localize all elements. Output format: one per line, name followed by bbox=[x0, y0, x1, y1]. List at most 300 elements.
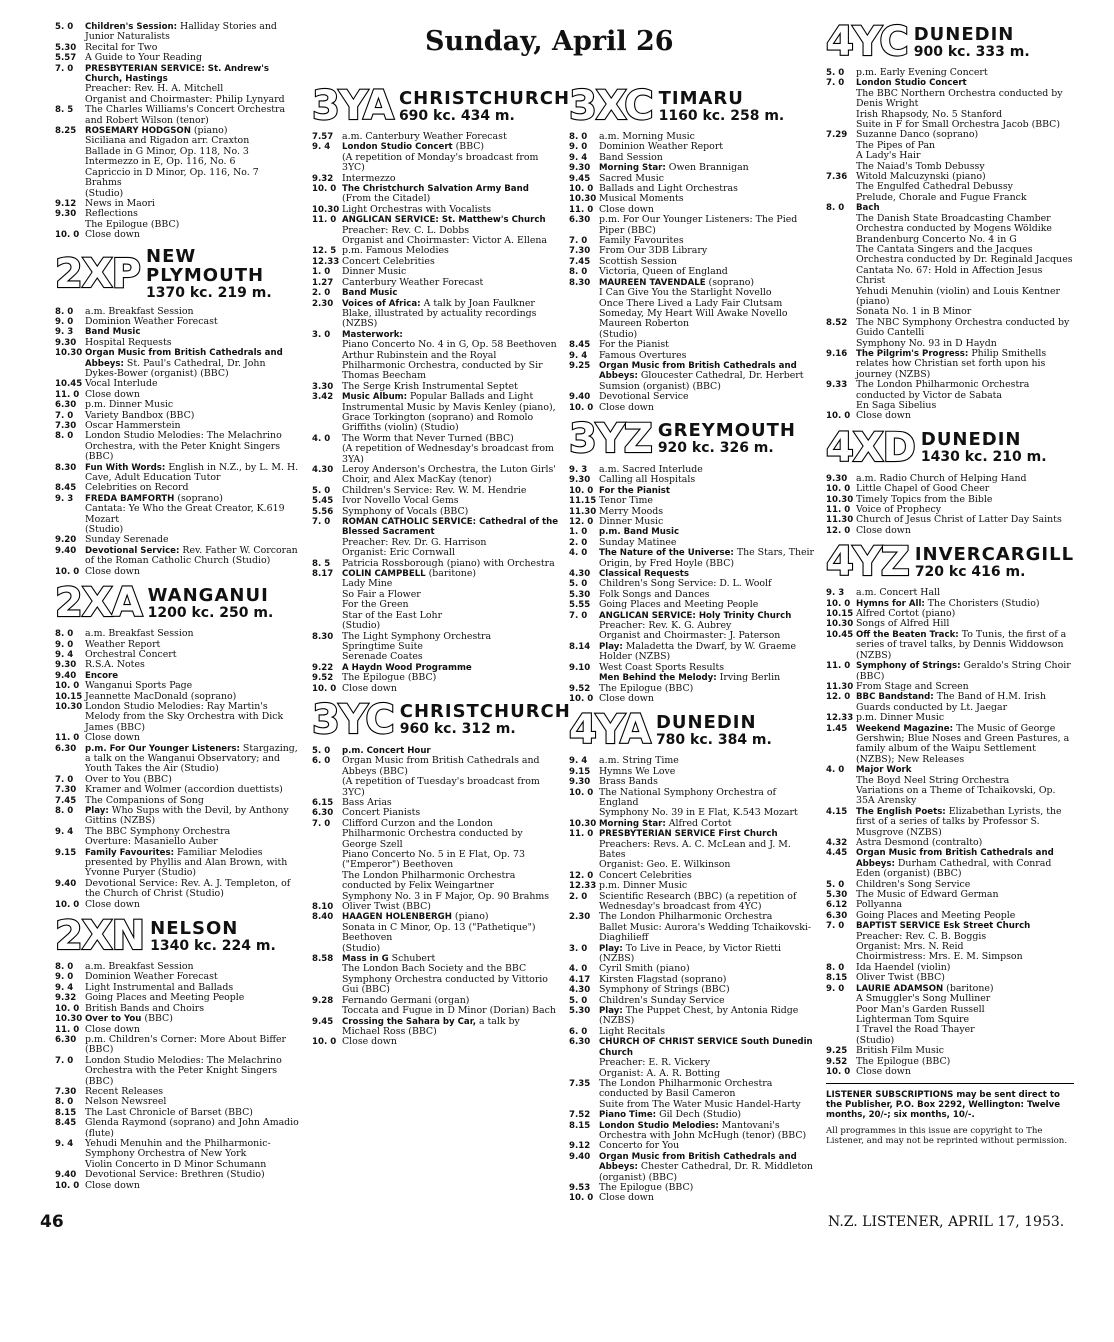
program-time bbox=[55, 168, 85, 178]
program-text bbox=[85, 546, 300, 567]
program-detail: Dinner Music bbox=[599, 516, 664, 527]
program-time bbox=[569, 309, 599, 319]
program-detail: Sunday Serenade bbox=[85, 534, 169, 546]
program-time: 9.28 bbox=[312, 995, 334, 1006]
program-entry bbox=[569, 694, 815, 704]
program-time: 10. 0 bbox=[826, 411, 851, 422]
station-city: CHRISTCHURCH bbox=[398, 87, 571, 109]
program-time: 9.12 bbox=[569, 1141, 591, 1152]
program-entry bbox=[312, 392, 559, 434]
program-detail: Tenor Time bbox=[599, 495, 653, 507]
program-title: HAAGEN HOLENBERGH bbox=[342, 912, 452, 923]
program-text bbox=[599, 215, 815, 236]
program-detail: a.m. Sacred Interlude bbox=[599, 463, 703, 475]
program-text bbox=[599, 475, 815, 485]
program-time: 5. 0 bbox=[826, 879, 845, 890]
program-detail: Ballade in G Minor, Op. 118, No. 3 bbox=[85, 145, 249, 157]
program-detail: Close down bbox=[85, 1023, 140, 1035]
program-time: 10. 0 bbox=[55, 899, 80, 910]
program-time: 12.33 bbox=[569, 881, 597, 892]
program-time: 9.22 bbox=[312, 662, 334, 673]
program-time: 8.15 bbox=[569, 1120, 591, 1131]
program-time: 5.57 bbox=[55, 53, 77, 64]
program-time bbox=[826, 141, 856, 151]
program-time: 10. 0 bbox=[569, 485, 594, 496]
station-header-4xd bbox=[826, 424, 1074, 471]
program-detail: Scottish Session bbox=[599, 255, 677, 267]
program-time bbox=[55, 136, 85, 146]
program-time: 11. 0 bbox=[569, 204, 594, 215]
list-3xc bbox=[569, 132, 815, 413]
program-time: 7. 0 bbox=[55, 774, 74, 785]
divider bbox=[826, 1083, 1074, 1084]
program-detail: Organist: Mrs. N. Reid bbox=[856, 941, 964, 953]
program-detail: (Studio) bbox=[856, 1034, 895, 1046]
program-text bbox=[85, 53, 300, 63]
program-text bbox=[599, 403, 815, 413]
program-time bbox=[826, 1005, 856, 1015]
program-detail: The Epilogue (BBC) bbox=[856, 1055, 951, 1067]
station-call: 4YZ bbox=[826, 539, 909, 586]
program-detail: Hymns We Love bbox=[599, 765, 676, 777]
program-time bbox=[826, 1015, 856, 1025]
program-time: 10. 0 bbox=[312, 184, 337, 195]
program-detail: (From the Citadel) bbox=[342, 193, 431, 205]
program-detail: Glenda Raymond (soprano) and John Amadio (flute) bbox=[85, 1117, 299, 1139]
station-call: 2XA bbox=[55, 580, 142, 627]
program-time: 2.30 bbox=[312, 298, 334, 309]
program-text bbox=[856, 68, 1074, 78]
program-detail: (BBC) bbox=[452, 141, 485, 153]
program-detail: (BBC) bbox=[141, 1013, 173, 1025]
program-entry bbox=[569, 1027, 815, 1037]
program-detail: Symphony of Vocals (BBC) bbox=[342, 505, 469, 517]
program-detail: Close down bbox=[856, 524, 911, 536]
station-freq: 900 kc. 333 m. bbox=[913, 43, 1030, 60]
program-title: Weekend Magazine: bbox=[856, 723, 954, 734]
program-text bbox=[85, 1004, 300, 1014]
program-detail: Light Recitals bbox=[599, 1025, 666, 1037]
program-entry bbox=[312, 902, 559, 912]
program-detail: Recent Releases bbox=[85, 1085, 164, 1097]
program-entry bbox=[55, 848, 300, 879]
program-time: 6.12 bbox=[826, 900, 848, 911]
program-text bbox=[85, 1035, 300, 1056]
program-time bbox=[569, 840, 599, 861]
program-detail: To Tunis, the first of a series of travel talks, by Dennis Widdowson (NZBS) bbox=[856, 628, 1067, 661]
program-detail: Jeannette MacDonald (soprano) bbox=[85, 690, 237, 702]
program-detail: The Pipes of Pan bbox=[856, 139, 936, 151]
program-entry bbox=[569, 1152, 815, 1183]
program-time: 9. 4 bbox=[312, 142, 331, 153]
program-detail: Sacred Music bbox=[599, 172, 664, 184]
program-time: 10. 0 bbox=[55, 681, 80, 692]
program-entry bbox=[55, 702, 300, 733]
program-detail: Intermezzo in E, Op. 116, No. 6 bbox=[85, 156, 236, 168]
program-text bbox=[599, 361, 815, 392]
program-detail: The Light Symphony Orchestra bbox=[342, 630, 492, 642]
program-text bbox=[599, 1006, 815, 1027]
program-detail: Preacher: Rev. K. G. Aubrey bbox=[599, 620, 732, 632]
station-call: 4YC bbox=[826, 19, 908, 65]
program-title: Bach bbox=[856, 203, 880, 214]
program-time: 7. 0 bbox=[55, 410, 74, 421]
station-city: NELSON bbox=[150, 917, 239, 939]
program-text bbox=[599, 1152, 815, 1183]
program-title: Band Music bbox=[85, 327, 141, 338]
program-detail: Organist and Choirmaster: J. Paterson bbox=[599, 630, 781, 642]
program-entry bbox=[312, 351, 559, 382]
program-time: 7. 0 bbox=[312, 818, 331, 829]
program-detail: British Bands and Choirs bbox=[85, 1002, 205, 1014]
program-entry bbox=[826, 724, 1074, 766]
program-time: 5. 0 bbox=[569, 995, 588, 1006]
program-text bbox=[85, 1139, 300, 1160]
program-time: 9.12 bbox=[55, 198, 77, 209]
program-time: 12. 0 bbox=[826, 692, 851, 703]
program-detail: Someday, My Heart Will Awake Novello bbox=[599, 307, 788, 319]
station-city: DUNEDIN bbox=[920, 429, 1022, 451]
program-time bbox=[569, 673, 599, 683]
station-call: 2XP bbox=[55, 250, 140, 297]
program-time: 7.57 bbox=[312, 132, 334, 142]
program-time: 9.30 bbox=[55, 337, 77, 348]
program-detail: Light Instrumental and Ballads bbox=[85, 981, 234, 993]
program-detail: Nelson Newsreel bbox=[85, 1096, 167, 1108]
program-entry bbox=[826, 411, 1074, 421]
program-detail: Close down bbox=[856, 410, 911, 422]
program-detail: Witold Malcuzynski (piano) bbox=[856, 171, 986, 183]
program-text bbox=[85, 1056, 300, 1087]
program-time: 8. 0 bbox=[826, 962, 845, 973]
program-entry bbox=[55, 1004, 300, 1014]
program-detail: Ida Haendel (violin) bbox=[856, 961, 951, 973]
program-text bbox=[599, 517, 815, 527]
program-time: 7. 0 bbox=[569, 236, 588, 247]
program-detail: The NBC Symphony Orchestra conducted by Guido Cantelli bbox=[856, 316, 1070, 339]
program-detail: Once There Lived a Lady Fair Clutsam bbox=[599, 297, 783, 309]
program-entry bbox=[826, 380, 1074, 401]
program-entry bbox=[312, 964, 559, 995]
program-time: 5. 0 bbox=[826, 68, 845, 78]
station-city: WANGANUI bbox=[147, 584, 269, 606]
program-text bbox=[342, 153, 559, 174]
program-time: 12.33 bbox=[312, 256, 340, 267]
program-text bbox=[85, 900, 300, 910]
program-time: 9.25 bbox=[826, 1046, 848, 1057]
program-text bbox=[85, 879, 300, 900]
program-detail: Capriccio in D Minor, Op. 116, No. 7 bbox=[85, 166, 259, 178]
program-text bbox=[342, 944, 559, 954]
program-detail: Cyril Smith (piano) bbox=[599, 963, 690, 975]
program-detail: Maureen Roberton bbox=[599, 318, 690, 330]
program-text bbox=[85, 230, 300, 240]
program-title: Over to You bbox=[85, 1014, 142, 1025]
program-time bbox=[569, 923, 599, 944]
program-time bbox=[312, 579, 342, 589]
program-text bbox=[599, 694, 815, 704]
program-text bbox=[599, 600, 815, 610]
program-entry bbox=[55, 1139, 300, 1160]
program-detail: Oscar Hammerstein bbox=[85, 420, 181, 431]
program-entry bbox=[55, 317, 300, 327]
program-time: 6.30 bbox=[55, 1034, 77, 1045]
program-detail: Sonata No. 1 in B Minor bbox=[856, 306, 972, 318]
program-text bbox=[342, 351, 559, 382]
program-detail: Voice of Prophecy bbox=[856, 504, 941, 516]
program-time: 10.15 bbox=[55, 691, 83, 702]
program-time bbox=[55, 504, 85, 525]
list-4ya bbox=[569, 756, 815, 1203]
program-time: 7.29 bbox=[826, 130, 848, 141]
program-detail: A Lady's Hair bbox=[856, 150, 921, 162]
column-1 bbox=[55, 22, 300, 1191]
program-detail: p.m. Famous Melodies bbox=[342, 245, 449, 257]
program-entry bbox=[55, 1181, 300, 1191]
program-detail: Going Places and Meeting People bbox=[85, 992, 245, 1004]
program-detail: (Studio) bbox=[85, 524, 124, 536]
program-entry bbox=[569, 517, 815, 527]
program-detail: A Smuggler's Song Mulliner bbox=[856, 993, 991, 1005]
program-detail: Springtime Suite bbox=[342, 640, 423, 652]
program-detail: The Band of H.M. Irish Guards conducted by Lt. Jaegar bbox=[856, 691, 1046, 713]
program-title: CHURCH OF CHRIST SERVICE South Dunedin Church bbox=[599, 1037, 813, 1058]
program-detail: The BBC Northern Orchestra conducted by Denis Wright bbox=[856, 87, 1063, 110]
program-detail: Symphony No. 93 in D Haydn bbox=[856, 337, 997, 349]
program-detail: Canterbury Weather Forecast bbox=[342, 276, 484, 288]
program-detail: Lady Mine bbox=[342, 578, 393, 590]
list-2xp bbox=[55, 307, 300, 578]
program-entry bbox=[826, 193, 1074, 203]
program-time: 9.33 bbox=[826, 380, 848, 391]
program-entry bbox=[55, 463, 300, 484]
program-entry bbox=[312, 777, 559, 798]
program-detail: Halliday Stories and Junior Naturalists bbox=[85, 21, 277, 43]
station-header-3yc bbox=[312, 696, 571, 743]
program-detail: Close down bbox=[599, 203, 654, 215]
program-detail: Orchestral Concert bbox=[85, 648, 177, 660]
program-entry bbox=[569, 944, 815, 965]
program-time: 12. 0 bbox=[569, 517, 594, 527]
station-city: DUNEDIN bbox=[913, 23, 1015, 45]
program-time: 10.30 bbox=[826, 619, 854, 630]
program-time bbox=[826, 401, 856, 411]
program-detail: R.S.A. Notes bbox=[85, 659, 145, 671]
program-entry bbox=[312, 132, 559, 142]
program-entry bbox=[826, 318, 1074, 339]
program-time bbox=[312, 611, 342, 621]
program-detail: Merry Moods bbox=[599, 505, 664, 517]
program-text bbox=[342, 278, 559, 288]
program-text bbox=[85, 1181, 300, 1191]
program-detail: West Coast Sports Results bbox=[599, 661, 725, 673]
program-title: Hymns for All: bbox=[856, 598, 925, 609]
program-detail: Alfred Cortot bbox=[665, 817, 732, 829]
program-detail: p.m. Early Evening Concert bbox=[856, 67, 988, 78]
program-detail: The Serge Krish Instrumental Septet bbox=[342, 380, 518, 392]
program-detail: Close down bbox=[856, 1065, 911, 1077]
program-detail: Brandenburg Concerto No. 4 in G bbox=[856, 233, 1017, 245]
program-time bbox=[826, 994, 856, 1004]
program-time bbox=[55, 525, 85, 535]
program-entry bbox=[312, 871, 559, 892]
program-time: 9. 4 bbox=[55, 982, 74, 993]
program-detail: The Epilogue (BBC) bbox=[342, 672, 437, 684]
station-call: 3XC bbox=[569, 83, 653, 129]
program-time bbox=[569, 1069, 599, 1079]
program-time: 10. 0 bbox=[569, 402, 594, 413]
program-time bbox=[569, 288, 599, 298]
program-time: 7.30 bbox=[55, 785, 77, 796]
program-detail: Family Favourites bbox=[599, 235, 684, 247]
program-entry bbox=[569, 1037, 815, 1058]
program-detail: Alfred Cortot (piano) bbox=[856, 608, 956, 620]
program-detail: The National Symphony Orchestra of England bbox=[599, 786, 776, 808]
program-text bbox=[599, 788, 815, 809]
station-call: 2XN bbox=[55, 913, 145, 960]
program-title: Play: bbox=[85, 806, 109, 816]
program-time bbox=[312, 642, 342, 652]
program-entry bbox=[826, 266, 1074, 287]
program-time: 8. 0 bbox=[569, 267, 588, 278]
program-time: 8.40 bbox=[312, 912, 334, 923]
program-detail: Symphony No. 39 in E Flat, K.543 Mozart bbox=[599, 807, 798, 819]
program-detail: (A repetition of Wednesday's broadcast from 3YA) bbox=[342, 443, 554, 465]
program-title: A Haydn Wood Programme bbox=[342, 662, 472, 673]
program-detail: (piano) bbox=[190, 125, 228, 137]
program-time: 8.15 bbox=[826, 973, 848, 984]
program-time bbox=[826, 120, 856, 130]
program-time: 5.45 bbox=[312, 496, 334, 507]
program-time: 2. 0 bbox=[569, 537, 588, 548]
program-time bbox=[55, 1160, 85, 1170]
program-time: 10.30 bbox=[55, 701, 83, 712]
program-title: FREDA BAMFORTH bbox=[85, 493, 175, 504]
program-time: 10. 0 bbox=[826, 598, 851, 609]
program-time: 1. 0 bbox=[569, 527, 588, 538]
program-time bbox=[826, 193, 856, 203]
program-detail: Poor Man's Garden Russell bbox=[856, 1003, 985, 1015]
program-detail: The Choristers (Studio) bbox=[924, 597, 1040, 609]
program-title: Piano Time: bbox=[599, 1110, 657, 1121]
program-time bbox=[569, 1100, 599, 1110]
program-entry bbox=[55, 546, 300, 567]
program-time: 4.30 bbox=[569, 569, 591, 580]
program-detail: A talk by Joan Faulkner Blake, illustrated by actuality recordings (NZBS) bbox=[342, 297, 537, 330]
station-header-4yc bbox=[826, 19, 1074, 65]
program-time: 10. 0 bbox=[569, 1193, 594, 1204]
program-time: 3. 0 bbox=[312, 329, 331, 340]
program-time: 10.30 bbox=[569, 818, 597, 829]
station-city: TIMARU bbox=[658, 87, 744, 109]
program-detail: Prelude, Chorale and Fugue Franck bbox=[856, 191, 1027, 203]
program-time bbox=[826, 1025, 856, 1035]
program-time: 9. 0 bbox=[55, 639, 74, 650]
program-detail: Children's Sunday Service bbox=[599, 994, 725, 1006]
program-detail: Owen Brannigan bbox=[665, 162, 749, 174]
program-detail: Close down bbox=[85, 898, 140, 910]
program-time: 9. 4 bbox=[55, 826, 74, 837]
program-entry bbox=[826, 287, 1074, 308]
program-time bbox=[826, 952, 856, 962]
program-time: 7.35 bbox=[569, 1078, 591, 1089]
station-header-2xp bbox=[55, 247, 300, 301]
program-entry bbox=[312, 205, 559, 215]
program-time: 6.30 bbox=[569, 1037, 591, 1048]
program-time: 9.15 bbox=[569, 766, 591, 777]
program-entry bbox=[569, 892, 815, 913]
station-freq: 1200 kc. 250 m. bbox=[147, 604, 274, 621]
program-detail: News in Maori bbox=[85, 197, 155, 209]
program-time bbox=[55, 157, 85, 167]
station-freq: 1370 kc. 219 m. bbox=[146, 284, 272, 301]
program-time: 8.45 bbox=[55, 483, 77, 494]
program-text bbox=[342, 517, 559, 538]
program-time: 10.30 bbox=[312, 204, 340, 215]
program-time: 7. 0 bbox=[55, 1055, 74, 1066]
program-detail: Familiar Melodies presented by Phyllis and Alan Brown, with Yvonne Puryer (Studio) bbox=[85, 846, 288, 879]
program-detail: London Studio Melodies: Ray Martin's Melody from the Sky Orchestra with Dick James (BBC) bbox=[85, 700, 284, 733]
program-entry bbox=[826, 807, 1074, 838]
program-text bbox=[856, 630, 1074, 661]
program-title: Devotional Service: bbox=[85, 545, 180, 556]
program-text bbox=[599, 1141, 815, 1151]
program-time: 6.30 bbox=[569, 215, 591, 226]
program-detail: For the Green bbox=[342, 599, 409, 611]
program-time: 6. 0 bbox=[312, 756, 331, 767]
program-time: 10.30 bbox=[569, 194, 597, 205]
program-detail: Light Orchestras with Vocalists bbox=[342, 203, 492, 215]
program-time: 7.45 bbox=[569, 256, 591, 267]
program-entry bbox=[55, 660, 300, 670]
program-time bbox=[826, 89, 856, 110]
program-text bbox=[856, 1067, 1074, 1077]
program-time: 3. 0 bbox=[569, 943, 588, 954]
program-detail: a.m. Morning Music bbox=[599, 131, 695, 142]
program-detail: Hospital Requests bbox=[85, 336, 172, 348]
program-detail: I Travel the Road Thayer bbox=[856, 1024, 975, 1036]
program-time: 12. 0 bbox=[569, 870, 594, 881]
program-text bbox=[599, 1027, 815, 1037]
program-time: 4. 0 bbox=[569, 964, 588, 975]
program-title: ANGLICAN SERVICE: Holy Trinity Church bbox=[599, 610, 792, 621]
program-title: London Studio Concert bbox=[342, 142, 453, 153]
program-text bbox=[85, 1118, 300, 1139]
program-entry bbox=[826, 692, 1074, 713]
program-detail: (A repetition of Monday's broadcast from 3YC) bbox=[342, 151, 539, 174]
program-entry bbox=[569, 923, 815, 944]
program-detail: Popular Ballads and Light Instrumental Music by Mavis Kenley (piano), Grace Torkington (soprano) and Romolo Griffiths (violin) (Studio) bbox=[342, 391, 556, 434]
program-detail: Weather Report bbox=[85, 638, 161, 650]
program-detail: The London Philharmonic Orchestra conducted by Victor de Sabata bbox=[856, 379, 1030, 401]
program-detail: Organist: A. A. R. Botting bbox=[599, 1067, 721, 1079]
program-detail: The Worm that Never Turned (BBC) bbox=[342, 432, 514, 444]
program-time: 9. 0 bbox=[55, 316, 74, 327]
program-entry bbox=[312, 819, 559, 850]
program-time bbox=[826, 235, 856, 245]
program-time: 9.40 bbox=[55, 545, 77, 556]
program-time bbox=[312, 944, 342, 954]
program-detail: Yehudi Menuhin (violin) and Louis Kentner (piano) bbox=[856, 285, 1061, 307]
program-title: Children's Session: bbox=[85, 22, 178, 32]
program-entry bbox=[569, 475, 815, 485]
list-4xd bbox=[826, 474, 1074, 536]
program-time: 4.45 bbox=[826, 848, 848, 859]
program-detail: Preacher: Rev. C. B. Boggis bbox=[856, 930, 987, 942]
program-time: 12. 5 bbox=[312, 246, 337, 257]
program-detail: Gloucester Cathedral, Dr. Herbert Sumsion (organist) (BBC) bbox=[599, 370, 804, 392]
program-detail: En Saga Sibelius bbox=[856, 400, 937, 411]
